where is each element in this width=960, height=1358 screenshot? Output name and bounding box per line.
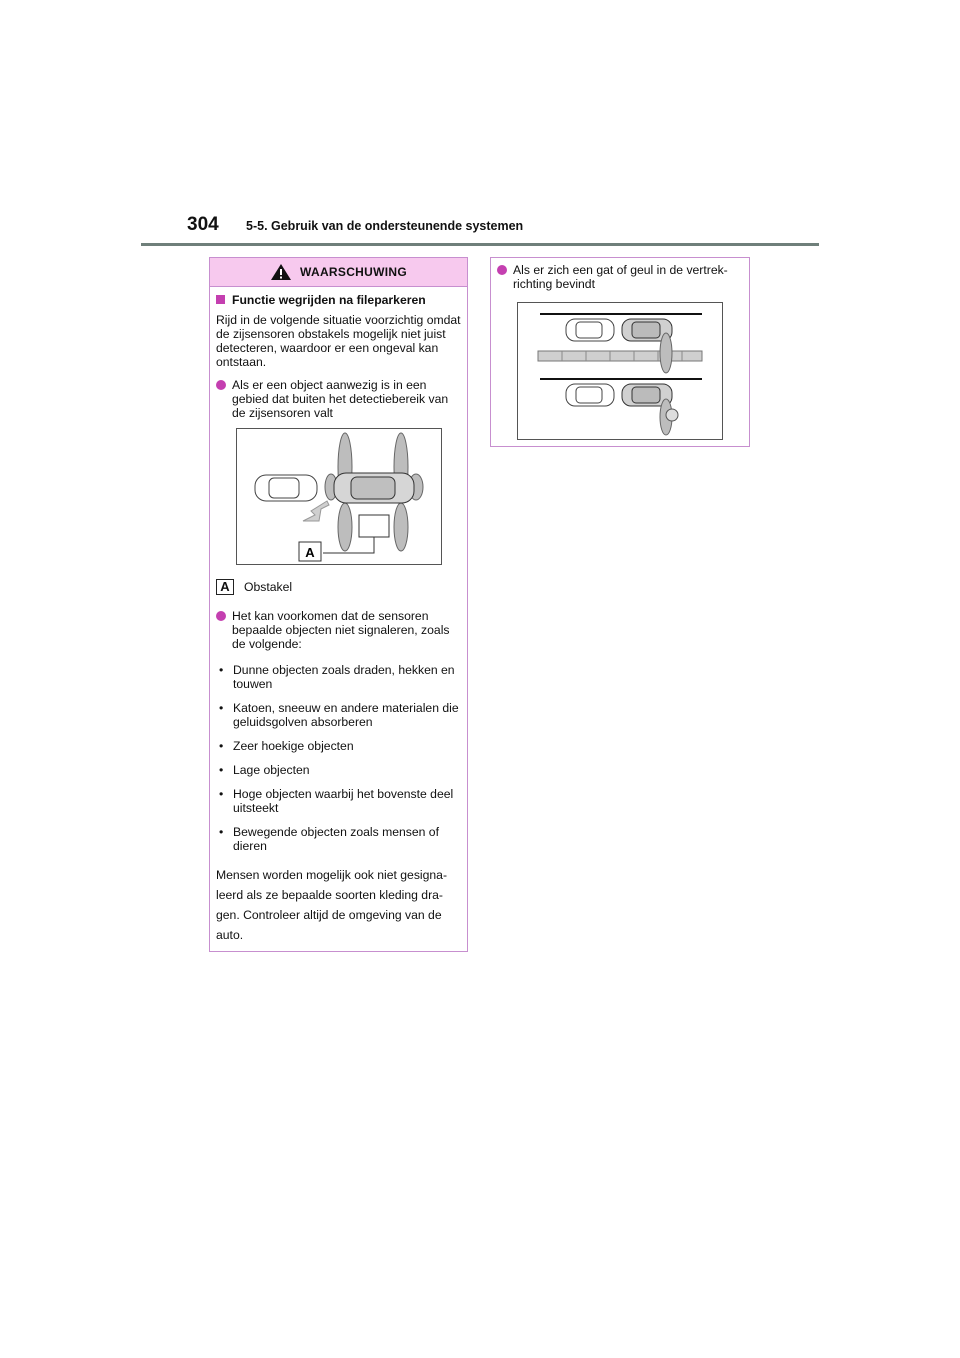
list-bullet: • (219, 763, 224, 777)
list-item (216, 701, 461, 729)
warning-body (210, 287, 467, 945)
list-item (216, 763, 461, 777)
list-item-text: Zeer hoekige objecten (233, 739, 354, 753)
gutter-illustration (517, 302, 723, 440)
warning-title: WAARSCHUWING (300, 265, 407, 279)
list-item-text: Katoen, sneeuw en andere materialen die geluidsgolven absorberen (233, 701, 459, 729)
closing-paragraph: Mensen worden mogelijk ook niet gesigna-leerd als ze bepaalde soorten kleding dra-gen. Controleer altijd de omgeving van de auto. (216, 868, 448, 942)
list-item-text: Dunne objecten zoals draden, hekken en touwen (233, 663, 455, 691)
list-item-text: Hoge objecten waarbij het bovenste deel uitsteekt (233, 787, 454, 815)
list-item-text: Lage objecten (233, 763, 310, 777)
sensor-range-illustration (236, 428, 442, 565)
list-bullet: • (219, 739, 224, 753)
list-item (216, 739, 461, 753)
figure-label-a: A (305, 545, 315, 560)
square-bullet-icon (216, 295, 225, 304)
list-bullet: • (219, 787, 224, 801)
list-bullet: • (219, 825, 224, 839)
list-item-text: Bewegende objecten zoals mensen of dieren (233, 825, 439, 853)
circle-bullet-icon (216, 380, 226, 390)
page-number: 304 (187, 214, 219, 235)
caption-label: A (216, 579, 234, 595)
figure-caption (216, 579, 461, 595)
list-item (216, 787, 461, 815)
list-item (216, 825, 461, 853)
section-title: 5-5. Gebruik van de ondersteunende systemen (246, 219, 524, 233)
list-bullet: • (219, 663, 224, 677)
warning-heading: Functie wegrijden na fileparkeren (232, 293, 426, 307)
caption-text: Obstakel (244, 580, 293, 594)
circle-bullet-icon (497, 265, 507, 275)
bullet-item (216, 609, 461, 651)
circle-bullet-icon (216, 611, 226, 621)
right-note-box (490, 257, 750, 447)
warning-header (210, 258, 467, 287)
warning-heading-row (216, 293, 461, 307)
bullet-text: Als er een object aanwezig is in een gebied dat buiten het detectiebereik van de zijsensoren valt (232, 378, 449, 420)
bullet-item (216, 378, 461, 420)
warning-triangle-icon (270, 263, 292, 281)
list-item (216, 663, 461, 691)
bullet-text: Het kan voorkomen dat de sensoren bepaalde objecten niet signaleren, zoals de volgende: (232, 609, 450, 651)
header-rule (141, 243, 819, 246)
warning-box (209, 257, 468, 952)
bullet-text: Als er zich een gat of geul in de vertrek-richting bevindt (513, 263, 728, 291)
list-bullet: • (219, 701, 224, 715)
bullet-item (497, 263, 743, 291)
warning-intro: Rijd in de volgende situatie voorzichtig omdat de zijsensoren obstakels mogelijk niet juist detecteren, waardoor er een ongeval kan ontstaan. (216, 313, 461, 369)
